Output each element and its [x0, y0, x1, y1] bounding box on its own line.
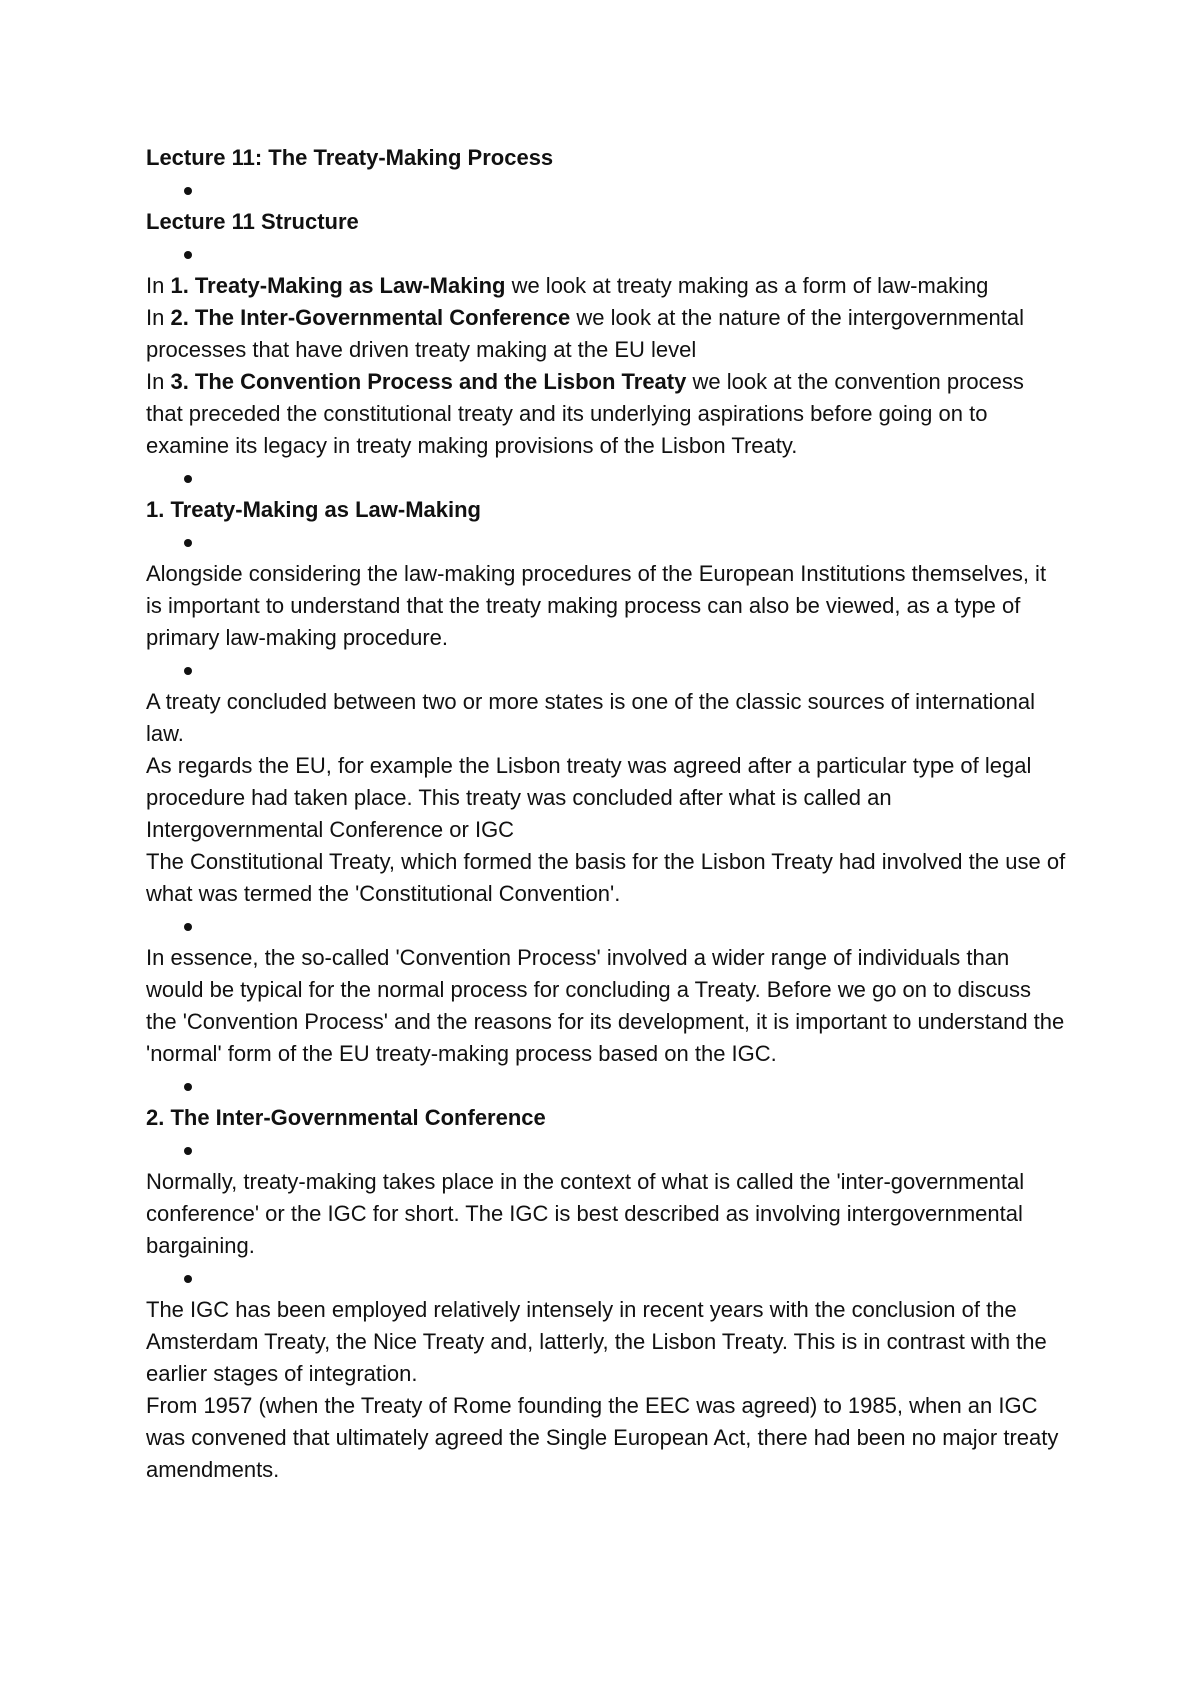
section-2-paragraph: The IGC has been employed relatively intensely in recent years with the conclusion of the Amsterdam Treaty, the Nice Treaty and, latterly, the Lisbon Treaty. This is in contrast with the earlier stages of integration.: [146, 1297, 1047, 1386]
intro-section-ref-3: 3. The Convention Process and the Lisbon Treaty: [170, 369, 687, 394]
section-1-paragraph: Alongside considering the law-making procedures of the European Institutions themselves, it is important to understand that the treaty making process can also be viewed, as a type of primary law-making procedure.: [146, 561, 1047, 650]
structure-heading: Lecture 11 Structure: [146, 209, 359, 234]
intro-paragraph-3: In 3. The Convention Process and the Lisbon Treaty we look at the convention process that preceded the constitutional treaty and its underlying aspirations before going on to examine its legacy in treaty making provisions of the Lisbon Treaty.: [146, 369, 1024, 458]
section-1-paragraph: The Constitutional Treaty, which formed the basis for the Lisbon Treaty had involved the use of what was termed the 'Constitutional Convention'.: [146, 849, 1066, 906]
bullet-marker: [146, 1262, 1066, 1294]
section-1-heading: 1. Treaty-Making as Law-Making: [146, 497, 481, 522]
section-2-heading: 2. The Inter-Governmental Conference: [146, 1105, 546, 1130]
intro-section-ref-1: 1. Treaty-Making as Law-Making: [170, 273, 506, 298]
section-1-paragraph: As regards the EU, for example the Lisbon treaty was agreed after a particular type of legal procedure had taken place. This treaty was concluded after what is called an Intergovernmental Conference or IGC: [146, 753, 1032, 842]
section-1-paragraph: A treaty concluded between two or more states is one of the classic sources of international law.: [146, 689, 1036, 746]
section-2-paragraph: From 1957 (when the Treaty of Rome founding the EEC was agreed) to 1985, when an IGC was convened that ultimately agreed the Single European Act, there had been no major treaty amendments.: [146, 1393, 1059, 1482]
bullet-marker: [146, 1070, 1066, 1102]
intro-section-ref-2: 2. The Inter-Governmental Conference: [170, 305, 571, 330]
intro-paragraph-1: In 1. Treaty-Making as Law-Making we look at treaty making as a form of law-making: [146, 273, 989, 298]
bullet-marker: [146, 1134, 1066, 1166]
document-title: Lecture 11: The Treaty-Making Process: [146, 145, 554, 170]
bullet-marker: [146, 174, 1066, 206]
bullet-marker: [146, 238, 1066, 270]
section-2-paragraph: Normally, treaty-making takes place in the context of what is called the 'inter-governmental conference' or the IGC for short. The IGC is best described as involving intergovernmental bargaining.: [146, 1169, 1025, 1258]
section-1-paragraph: In essence, the so-called 'Convention Process' involved a wider range of individuals than would be typical for the normal process for concluding a Treaty. Before we go on to discuss the 'Convention Process' and the reasons for its development, it is important to understand the 'normal' form of the EU treaty-making process based on the IGC.: [146, 945, 1065, 1066]
intro-paragraph-2: In 2. The Inter-Governmental Conference we look at the nature of the intergovernmental processes that have driven treaty making at the EU level: [146, 305, 1024, 362]
bullet-marker: [146, 910, 1066, 942]
bullet-marker: [146, 654, 1066, 686]
document-page: [146, 142, 1066, 1486]
bullet-marker: [146, 526, 1066, 558]
bullet-marker: [146, 462, 1066, 494]
